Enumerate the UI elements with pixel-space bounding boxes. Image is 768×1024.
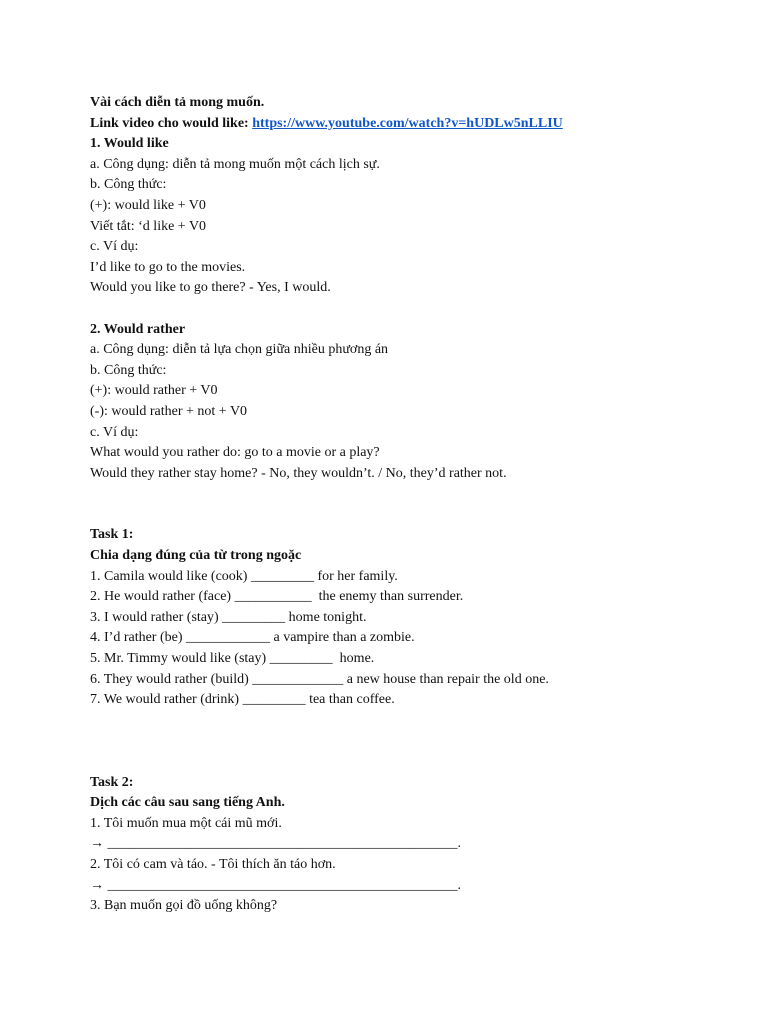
task2-answer-line: → __________________________________________________. [90,877,461,893]
section2-line: b. Công thức: [90,362,167,378]
task2-item: 2. Tôi có cam và táo. - Tôi thích ăn táo hơn. [90,856,336,872]
document-content [90,93,730,917]
section1-line: a. Công dụng: diễn tả mong muốn một cách lịch sự. [90,156,380,172]
task1-item: 1. Camila would like (cook) _________ for her family. [90,568,398,584]
video-link[interactable]: https://www.youtube.com/watch?v=hUDLw5nLLIU [252,115,563,131]
section1-line: Would you like to go there? - Yes, I would. [90,280,331,296]
task1-item: 5. Mr. Timmy would like (stay) _________ home. [90,651,375,667]
task1-item: 7. We would rather (drink) _________ tea than coffee. [90,692,395,708]
task1-instruction: Chia dạng đúng của từ trong ngoặc [90,548,302,564]
section1-line: b. Công thức: [90,177,167,193]
task2-answer-line: → __________________________________________________. [90,836,461,852]
document-title: Vài cách diễn tả mong muốn. [90,95,265,110]
video-link-line [90,114,730,135]
section2-line: (+): would rather + V0 [90,383,218,399]
task2-instruction: Dịch các câu sau sang tiếng Anh. [90,795,285,811]
section2-line: c. Ví dụ: [90,424,139,440]
task1-item: 3. I would rather (stay) _________ home tonight. [90,609,367,625]
section1-line: c. Ví dụ: [90,239,139,255]
section1-line: Viết tắt: ‘d like + V0 [90,218,207,234]
video-link-label: Link video cho would like: [90,115,253,131]
section2-line: Would they rather stay home? - No, they wouldn’t. / No, they’d rather not. [90,465,507,481]
task1-item: 4. I’d rather (be) ____________ a vampire than a zombie. [90,630,415,646]
section1-line: (+): would like + V0 [90,197,206,213]
section1-line: I’d like to go to the movies. [90,259,246,275]
task1-item: 2. He would rather (face) ___________ the enemy than surrender. [90,589,464,605]
task2-heading: Task 2: [90,774,134,790]
section2-line: (-): would rather + not + V0 [90,403,248,419]
section2-line: a. Công dụng: diễn tả lựa chọn giữa nhiều phương án [90,342,389,358]
task2-item: 3. Bạn muốn gọi đồ uống không? [90,898,278,914]
section2-line: What would you rather do: go to a movie or a play? [90,445,380,461]
section-heading-would-like: 1. Would like [90,136,169,152]
task1-heading: Task 1: [90,527,134,543]
task1-item: 6. They would rather (build) _____________ a new house than repair the old one. [90,671,549,687]
section-heading-would-rather: 2. Would rather [90,321,186,337]
task2-item: 1. Tôi muốn mua một cái mũ mới. [90,815,282,831]
